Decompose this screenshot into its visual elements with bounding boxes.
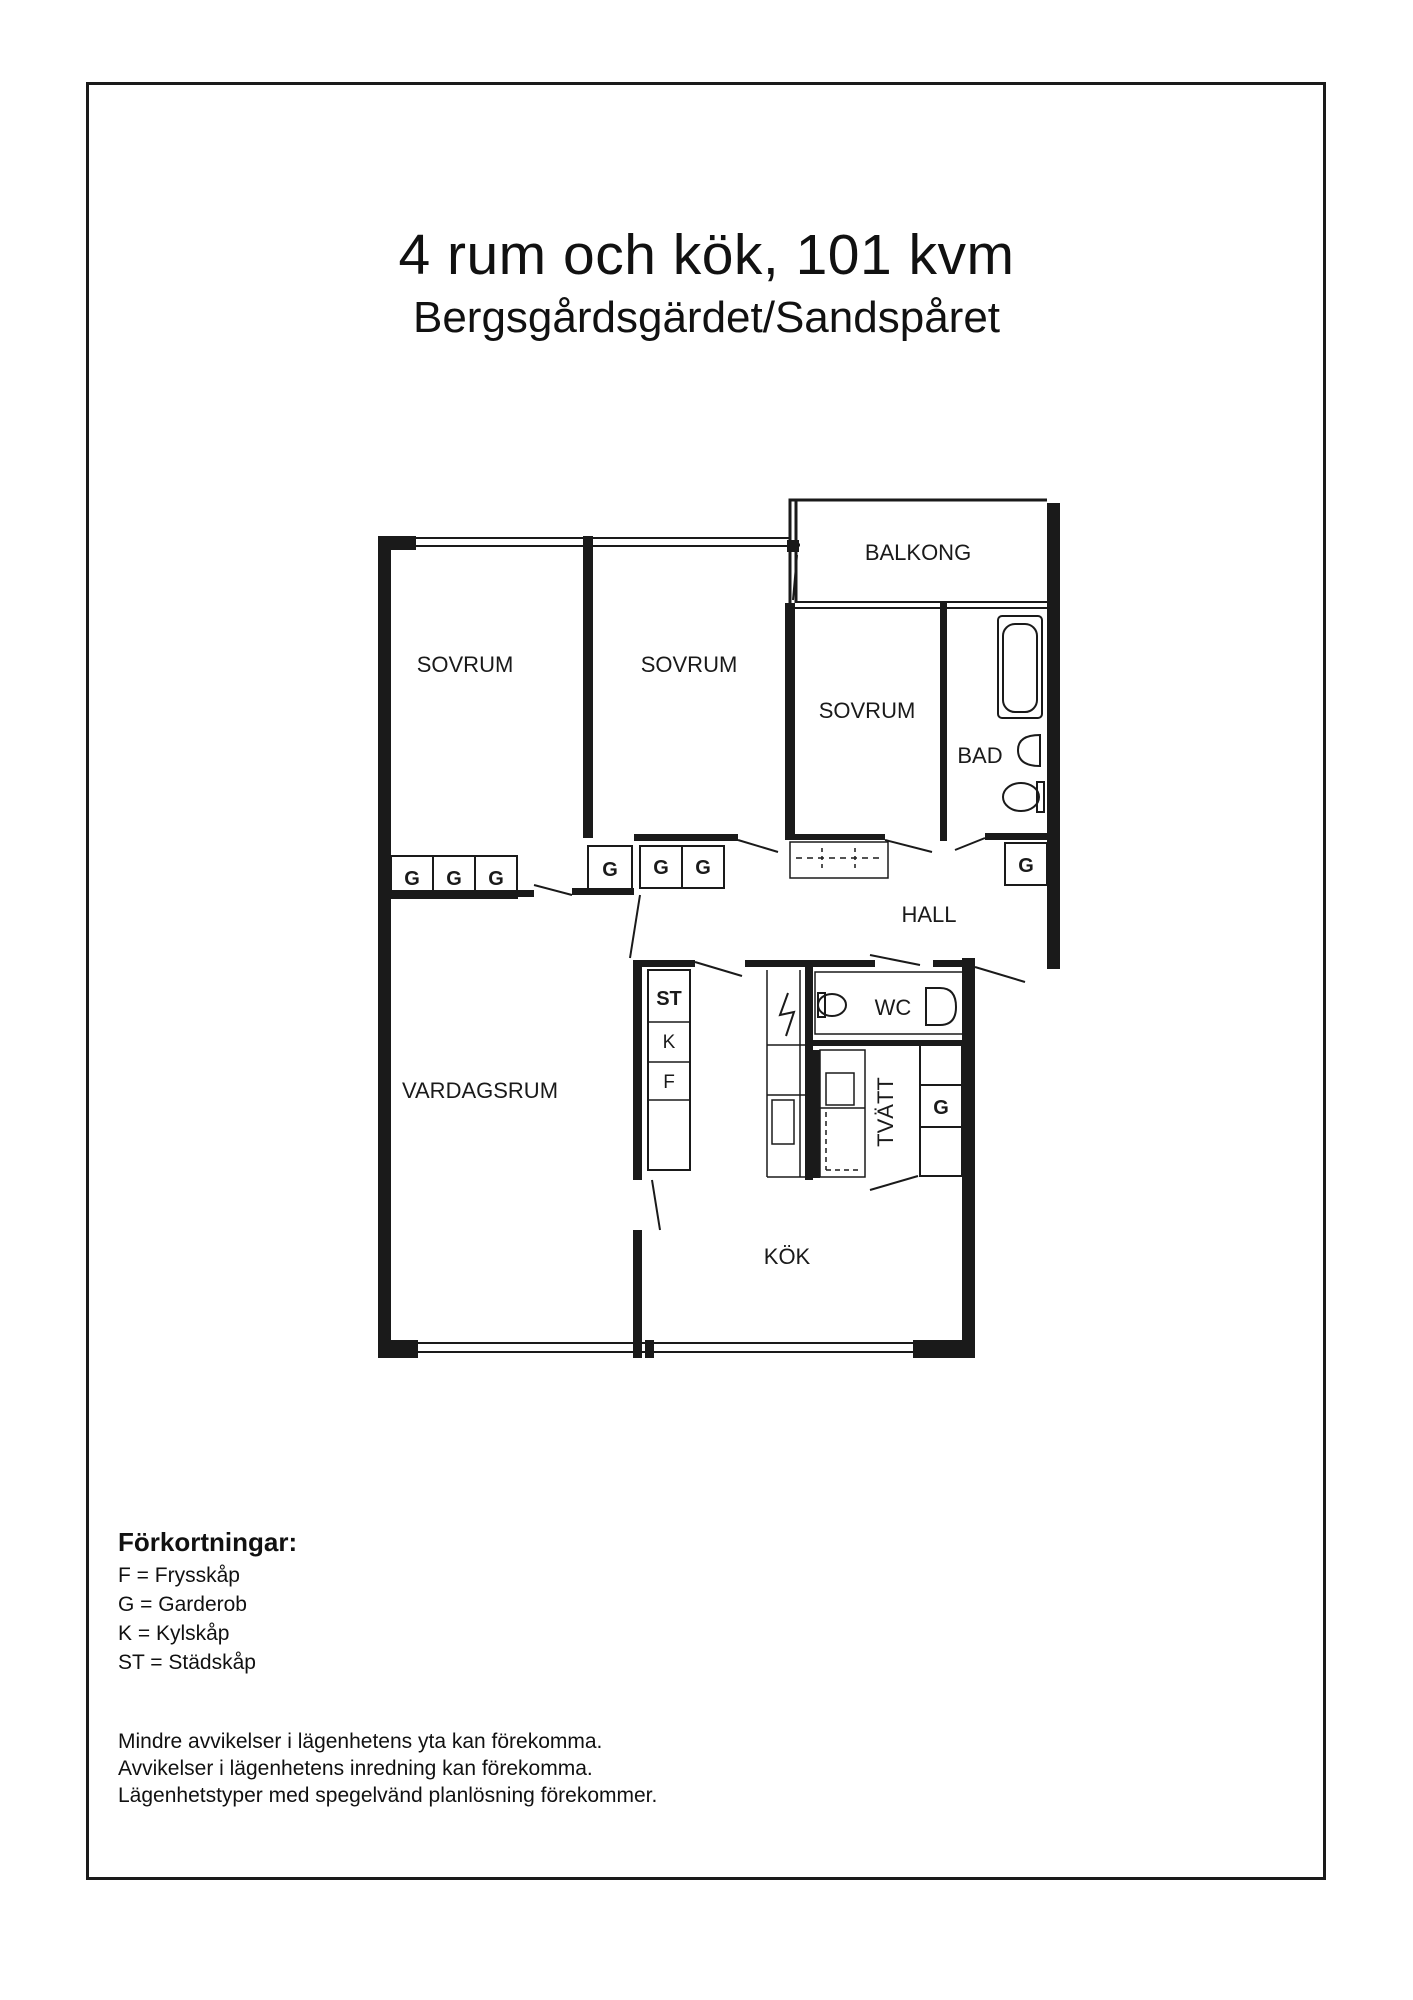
- wardrobe-group-sovrum-2: [588, 846, 724, 890]
- wardrobe-group-tvatt: [920, 1044, 962, 1176]
- room-label-balkong: BALKONG: [864, 540, 972, 565]
- page-title: 4 rum och kök, 101 kvm: [398, 223, 1015, 287]
- cleaning-cabinet-label: ST: [656, 988, 682, 1010]
- wardrobe-label: G: [1018, 855, 1034, 877]
- room-label-wc: WC: [874, 995, 912, 1020]
- legend-list: [118, 1561, 918, 1677]
- stove-icon: [780, 993, 794, 1036]
- wardrobe-label: G: [404, 868, 420, 890]
- freezer-label: F: [663, 1072, 675, 1093]
- wardrobe-label: G: [933, 1097, 949, 1119]
- room-label-vardagsrum: VARDAGSRUM: [401, 1078, 559, 1103]
- disclaimer-notes: [118, 1728, 1018, 1809]
- room-label-hall: HALL: [901, 902, 957, 927]
- legend-heading: Förkortningar:: [118, 1527, 298, 1557]
- bathtub: [998, 616, 1042, 718]
- kitchen-cabinets: [648, 970, 690, 1170]
- room-label-sovrum-1: SOVRUM: [416, 652, 514, 677]
- room-label-sovrum-2: SOVRUM: [640, 652, 738, 677]
- exterior-walls: [378, 503, 1060, 1358]
- room-label-bad: BAD: [957, 743, 1003, 768]
- wardrobe-label: G: [446, 868, 462, 890]
- abbreviations-legend: [118, 1527, 918, 1677]
- note-line: Lägenhetstyper med spegelvänd planlösning förekommer.: [118, 1784, 658, 1807]
- page-subtitle: Bergsgårdsgärdet/Sandspåret: [412, 293, 1001, 342]
- wardrobe-label: G: [488, 868, 504, 890]
- note-line: Avvikelser i lägenhetens inredning kan förekomma.: [118, 1757, 593, 1780]
- balcony-post: [787, 540, 799, 552]
- legend-item: K = Kylskåp: [118, 1622, 230, 1645]
- wardrobe-label: G: [653, 857, 669, 879]
- toilet-icon: [1003, 782, 1044, 812]
- room-label-sovrum-3: SOVRUM: [818, 698, 916, 723]
- laundry-area: [820, 1050, 865, 1177]
- legend-item: G = Garderob: [118, 1593, 247, 1616]
- sink-icon: [1018, 735, 1040, 766]
- legend-item: ST = Städskåp: [118, 1651, 256, 1674]
- wardrobe-label: G: [602, 859, 618, 881]
- wardrobe-group-hall: [1005, 843, 1047, 885]
- wardrobe-label: G: [695, 857, 711, 879]
- fridge-label: K: [662, 1032, 676, 1053]
- wc-sink-icon: [926, 988, 956, 1025]
- wardrobe-group-sovrum-3: [790, 842, 888, 878]
- wc-toilet-icon: [818, 993, 846, 1017]
- room-label-kok: KÖK: [763, 1244, 811, 1269]
- note-line: Mindre avvikelser i lägenhetens yta kan förekomma.: [118, 1730, 603, 1753]
- room-label-tvatt: TVÄTT: [873, 1077, 898, 1147]
- legend-item: F = Frysskåp: [118, 1564, 240, 1587]
